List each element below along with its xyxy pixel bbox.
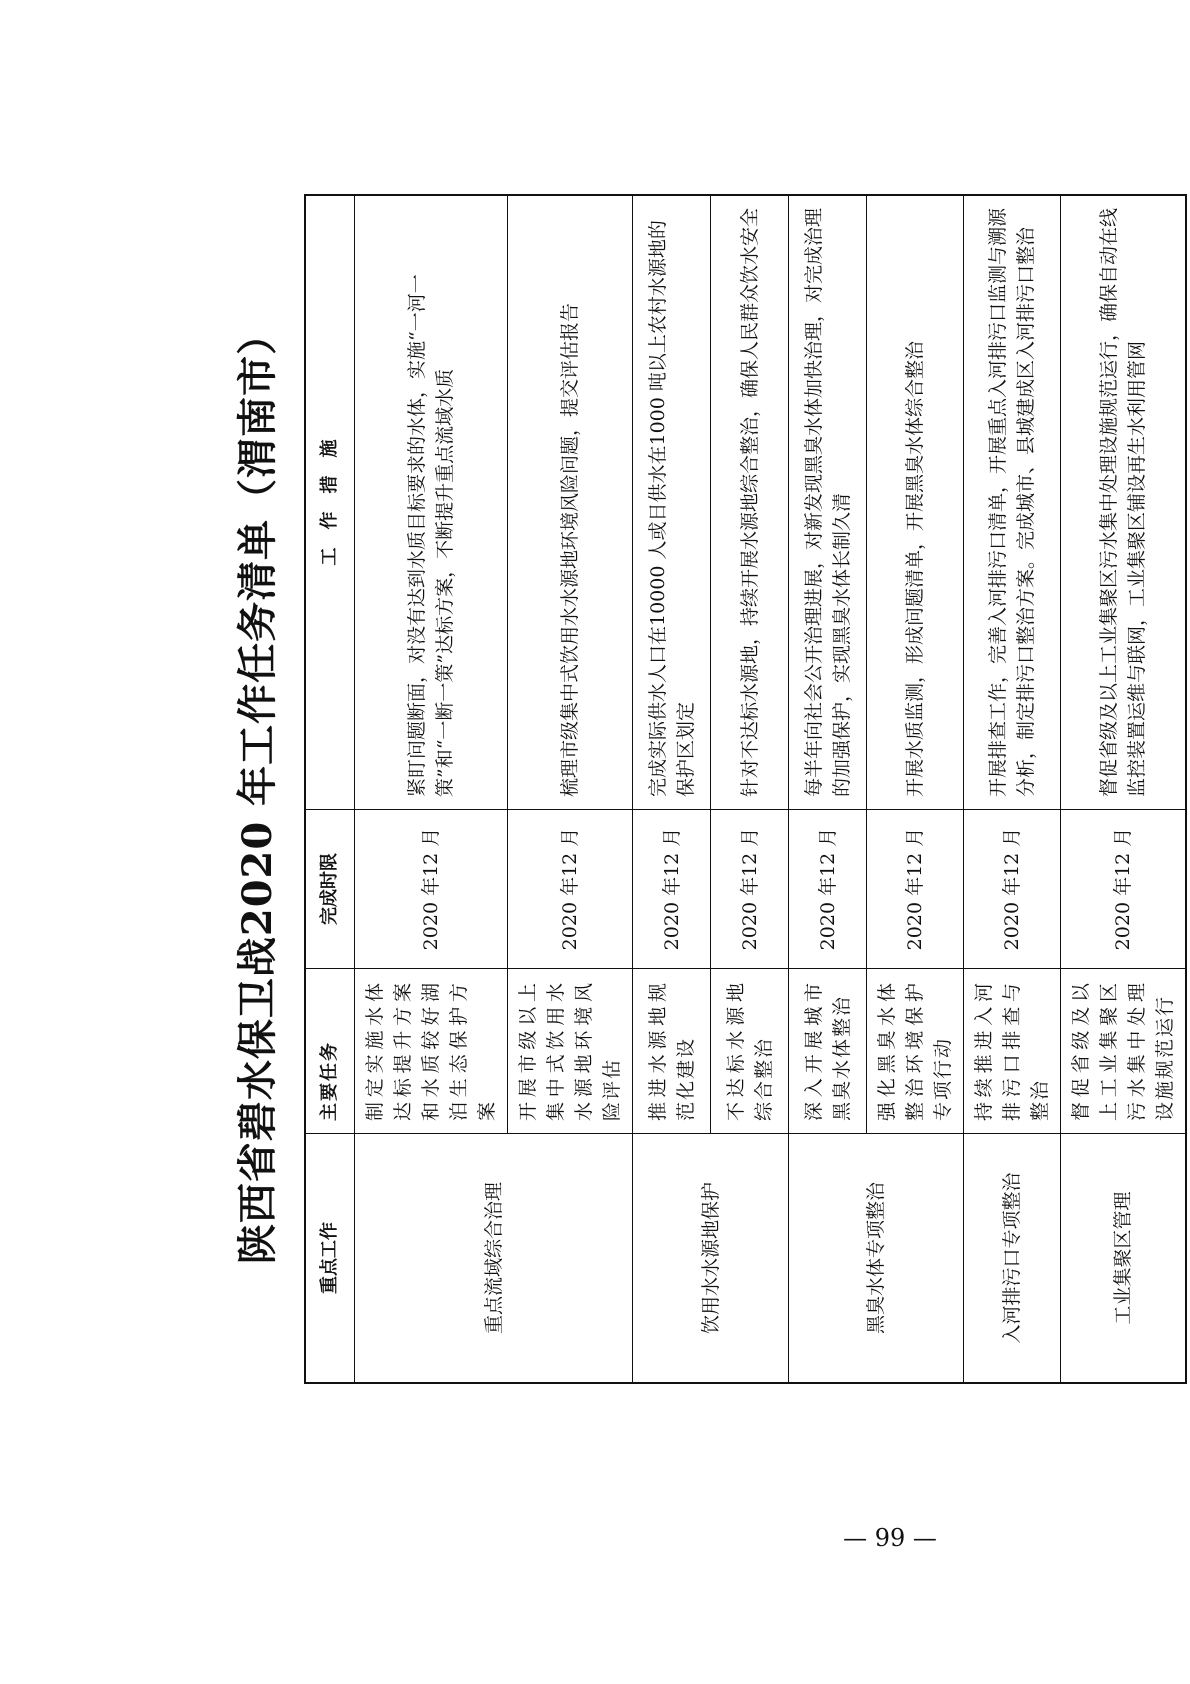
table-row xyxy=(789,195,867,1383)
measures-cell: 开展水质监测，形成问题清单，开展黑臭水体综合整治 xyxy=(867,195,964,810)
focus-cell: 饮用水水源地保护 xyxy=(633,1134,789,1384)
measures-cell: 紧盯问题断面，对没有达到水质目标要求的水体，实施“一河一策”和“一断一策”达标方案，不断提升重点流域水质 xyxy=(355,195,508,810)
task-cell: 不达标水源地综合整治 xyxy=(711,969,789,1134)
deadline-cell: 2020 年12 月 xyxy=(867,810,964,969)
task-cell: 深入开展城市黑臭水体整治 xyxy=(789,969,867,1134)
table-row xyxy=(1061,195,1187,1383)
focus-cell: 入河排污口专项整治 xyxy=(964,1134,1061,1384)
task-cell: 督促省级及以上工业集聚区污水集中处理设施规范运行 xyxy=(1061,969,1187,1134)
deadline-cell: 2020 年12 月 xyxy=(711,810,789,969)
task-cell: 制定实施水体达标提升方案和水质较好湖泊生态保护方案 xyxy=(355,969,508,1134)
table-row xyxy=(633,195,711,1383)
task-cell: 推进水源地规范化建设 xyxy=(633,969,711,1134)
task-table xyxy=(304,194,1187,1384)
deadline-cell: 2020 年12 月 xyxy=(633,810,711,969)
page-number: — 99 — xyxy=(843,1524,937,1552)
measures-cell: 梳理市级集中式饮用水水源地环境风险问题，提交评估报告 xyxy=(508,195,633,810)
deadline-cell: 2020 年12 月 xyxy=(1061,810,1187,969)
rotated-page-content xyxy=(220,194,1176,1384)
task-cell: 强化黑臭水体整治环境保护专项行动 xyxy=(867,969,964,1134)
header-task: 主要任务 xyxy=(305,969,355,1134)
measures-cell: 督促省级及以上工业集聚区污水集中处理设施规范运行，确保自动在线监控装置运维与联网，工业集聚区铺设再生水利用管网 xyxy=(1061,195,1187,810)
table-header-row xyxy=(305,195,355,1383)
deadline-cell: 2020 年12 月 xyxy=(964,810,1061,969)
deadline-cell: 2020 年12 月 xyxy=(789,810,867,969)
focus-cell: 重点流域综合治理 xyxy=(355,1134,633,1384)
deadline-cell: 2020 年12 月 xyxy=(355,810,508,969)
task-cell: 持续推进入河排污口排查与整治 xyxy=(964,969,1061,1134)
header-deadline: 完成时限 xyxy=(305,810,355,969)
deadline-cell: 2020 年12 月 xyxy=(508,810,633,969)
measures-cell: 每半年向社会公开治理进展，对新发现黑臭水体加快治理，对完成治理的加强保护，实现黑臭水体长制久清 xyxy=(789,195,867,810)
focus-cell: 工业集聚区管理 xyxy=(1061,1134,1187,1384)
document-title: 陕西省碧水保卫战2020 年工作任务清单（渭南市） xyxy=(234,313,281,1265)
table-row xyxy=(964,195,1061,1383)
measures-cell: 完成实际供水人口在10000 人或日供水在1000 吨以上农村水源地的保护区划定 xyxy=(633,195,711,810)
task-cell: 开展市级以上集中式饮用水水源地环境风险评估 xyxy=(508,969,633,1134)
header-focus: 重点工作 xyxy=(305,1134,355,1384)
header-measures: 工 作 措 施 xyxy=(305,195,355,810)
measures-cell: 开展排查工作，完善入河排污口清单，开展重点入河排污口监测与溯源分析，制定排污口整治方案。完成城市、县城建成区入河排污口整治 xyxy=(964,195,1061,810)
focus-cell: 黑臭水体专项整治 xyxy=(789,1134,964,1384)
measures-cell: 针对不达标水源地，持续开展水源地综合整治，确保人民群众饮水安全 xyxy=(711,195,789,810)
table-row xyxy=(355,195,508,1383)
